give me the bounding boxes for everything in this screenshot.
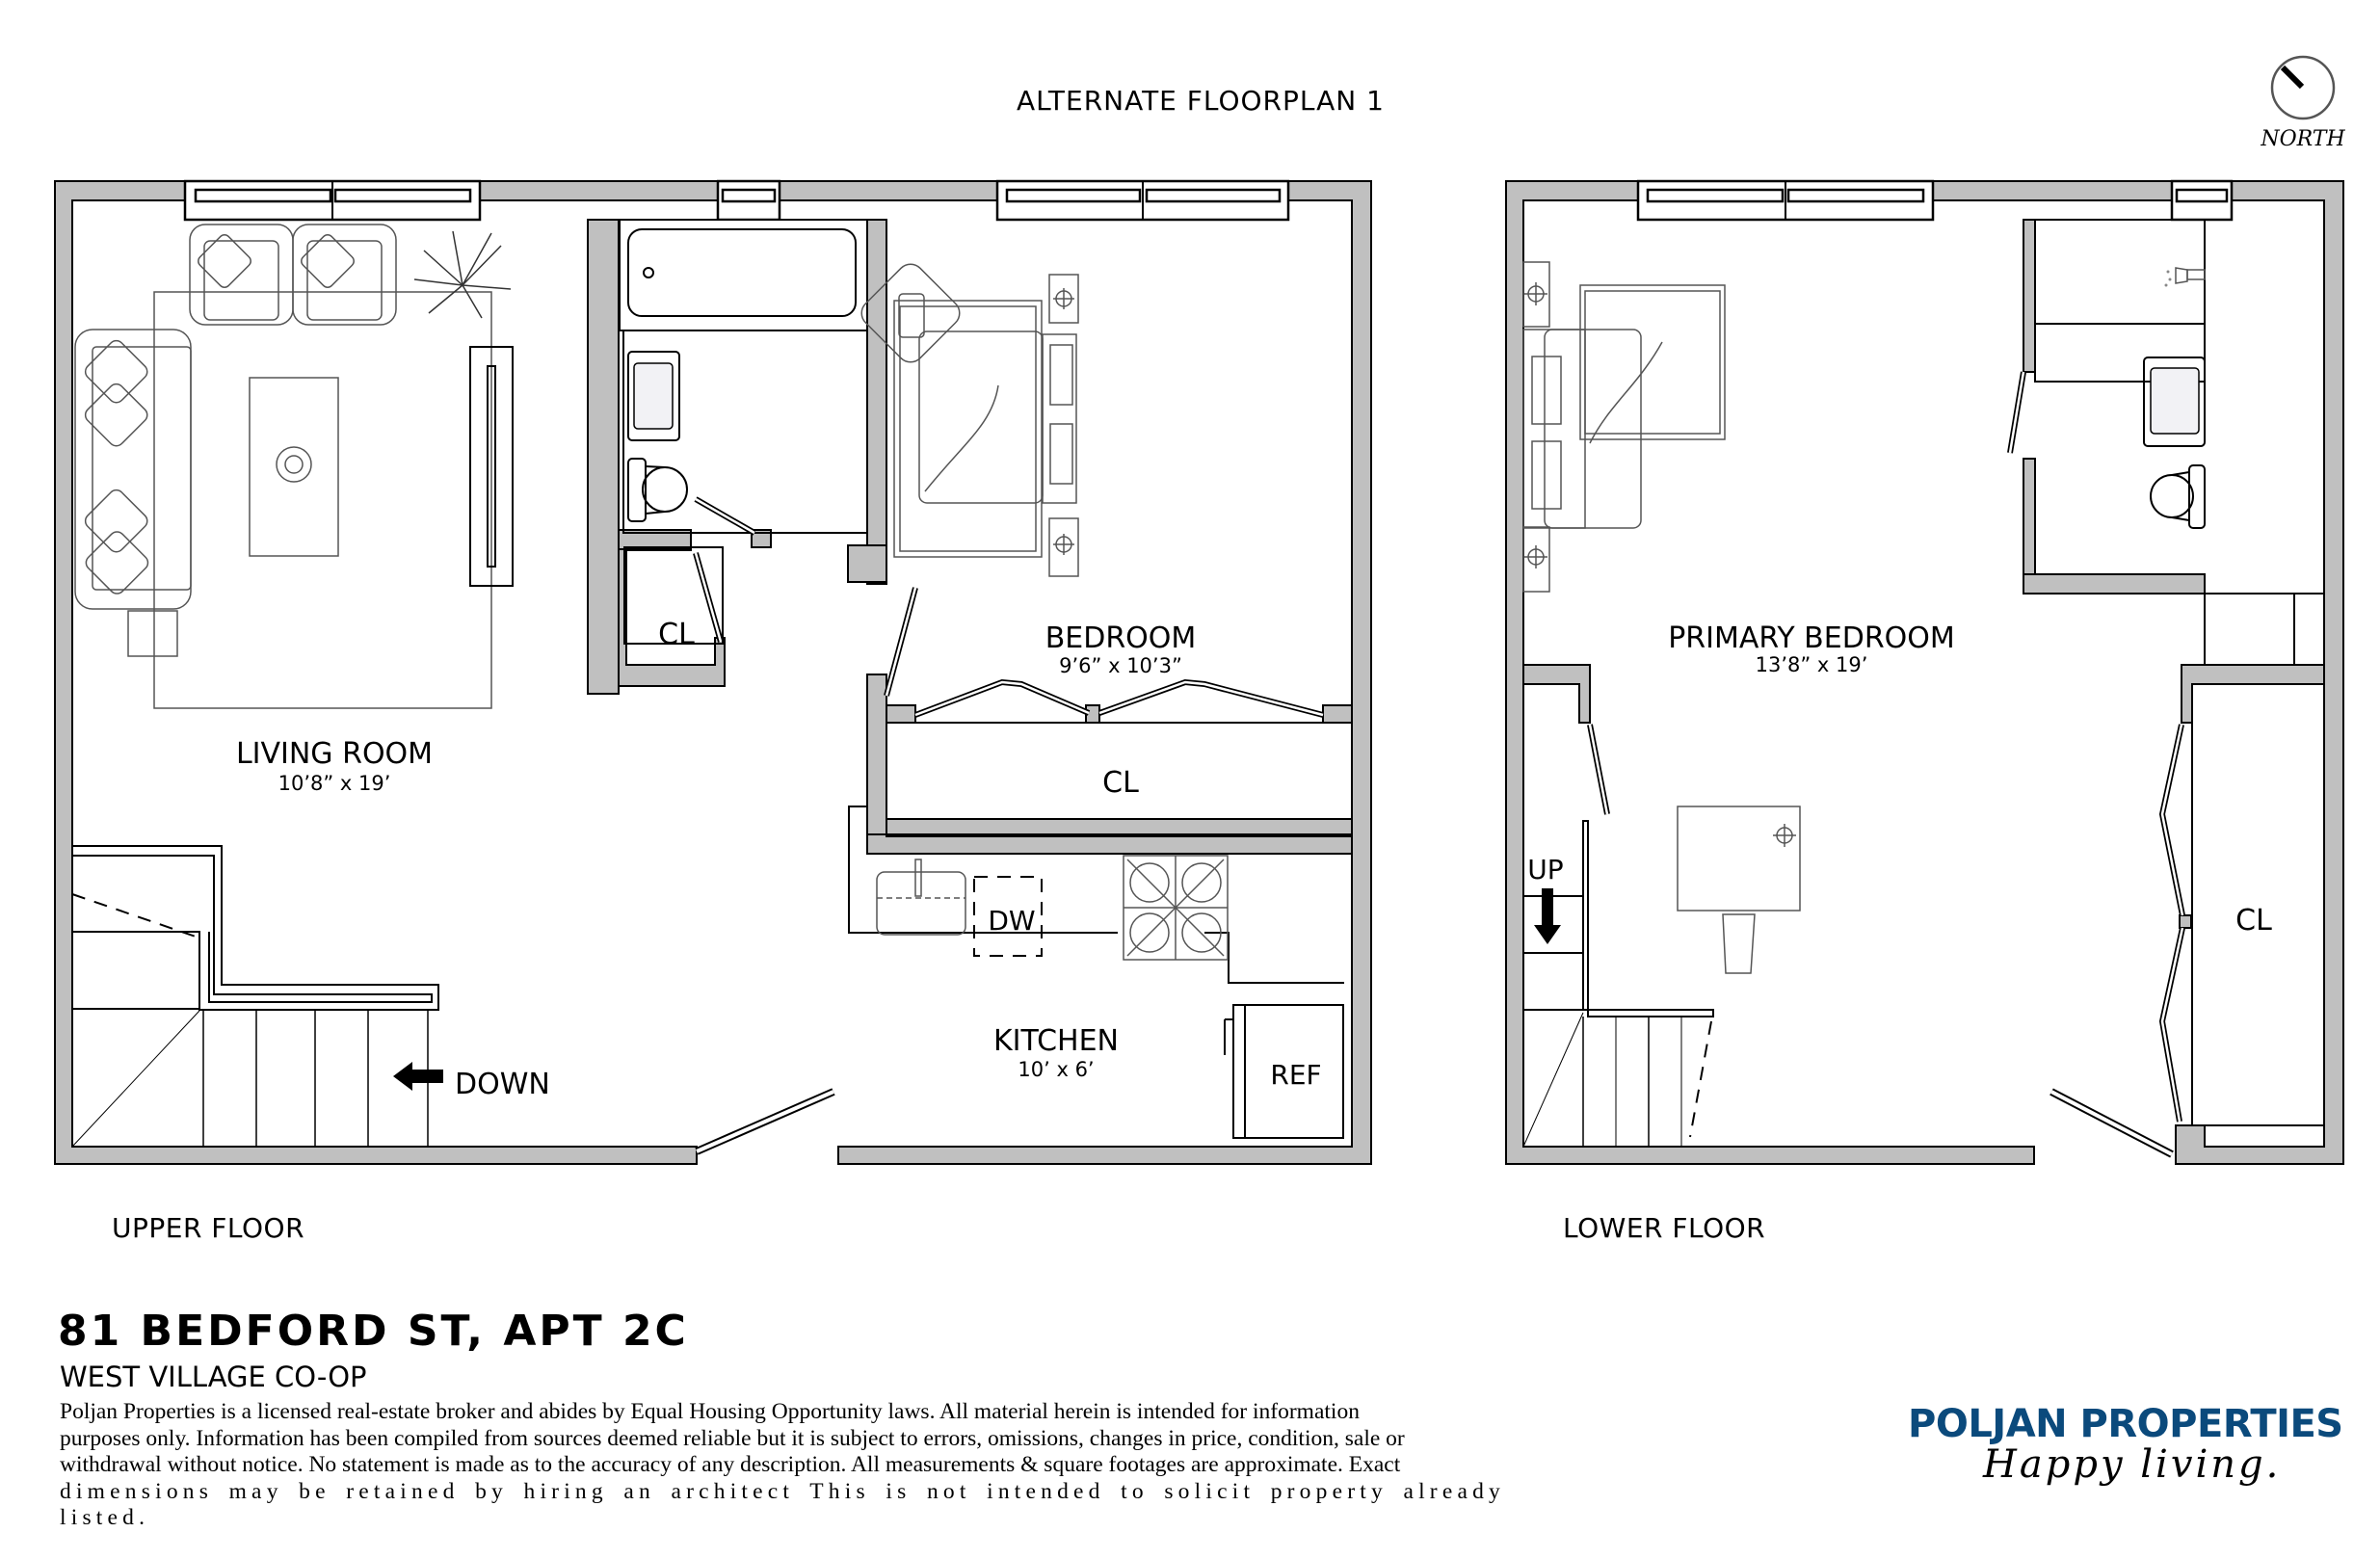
closet-label: CL [2235, 904, 2272, 938]
pillow [1050, 424, 1072, 484]
room-name-primary-bedroom: PRIMARY BEDROOM [1668, 621, 1955, 655]
north-label: NORTH [2261, 127, 2345, 151]
disclaimer-line: purposes only. Information has been compiled from sources deemed reliable but it is subject to errors, omissions, changes in price, condition, sale or [60, 1425, 1405, 1451]
stairs-label-up: UP [1527, 854, 1564, 885]
disclaimer-line: Poljan Properties is a licensed real-estate broker and abides by Equal Housing Opportunity laws. All material herein is intended for information [60, 1399, 1360, 1424]
desk-chair [1723, 914, 1755, 973]
closet-label: CL [1102, 766, 1139, 800]
sofa [75, 330, 191, 609]
living-room-rug [154, 292, 491, 708]
disclaimer [60, 1399, 1505, 1532]
listing-address: 81 BEDFORD ST, APT 2C [58, 1307, 689, 1356]
lower-floor-plan [1506, 181, 2343, 1164]
closet-label: CL [658, 618, 695, 651]
plant [414, 231, 511, 318]
room-name-bedroom: BEDROOM [1045, 621, 1197, 655]
dishwasher-label: DW [988, 905, 1036, 937]
floor-label-upper: UPPER FLOOR [112, 1212, 305, 1244]
nightstand [1049, 275, 1078, 323]
nightstand [1523, 527, 1549, 592]
listing-subtitle: WEST VILLAGE CO-OP [60, 1361, 367, 1393]
toilet [2151, 465, 2205, 528]
disclaimer-line: withdrawal without notice. No statement is made as to the accuracy of any description. All measurements & square footages are approximate. Exact [60, 1452, 1401, 1477]
brand-name: POLJAN PROPERTIES [1908, 1402, 2343, 1446]
closet-bifold-doors[interactable] [915, 682, 1323, 715]
window [185, 181, 480, 220]
window [2172, 181, 2232, 220]
armchair [293, 225, 396, 325]
interior-wall [867, 220, 886, 584]
side-table [128, 611, 177, 656]
room-dims-living-room: 10’8” x 19’ [278, 772, 391, 795]
toilet [628, 459, 687, 521]
room-dims-kitchen: 10’ x 6’ [1018, 1058, 1095, 1081]
bed [919, 331, 1043, 503]
staircase[interactable] [72, 846, 438, 1147]
interior-wall [1523, 665, 1590, 723]
window [1638, 181, 1933, 220]
pillow [1532, 441, 1561, 509]
bathtub [620, 220, 867, 330]
arrow-left-icon [393, 1062, 443, 1091]
room-name-kitchen: KITCHEN [993, 1024, 1119, 1058]
nightstand [1049, 518, 1078, 576]
upper-floor-plan [55, 181, 1371, 1164]
pillow [1050, 345, 1072, 405]
pillow [1532, 357, 1561, 424]
room-name-living-room: LIVING ROOM [235, 737, 434, 771]
room-dims-primary-bedroom: 13’8” x 19’ [1755, 653, 1868, 676]
window [997, 181, 1288, 220]
plan-title: ALTERNATE FLOORPLAN 1 [1017, 85, 1385, 117]
headboard [1043, 334, 1076, 503]
brand-tagline: Happy living. [1983, 1442, 2282, 1487]
primary-bed-rug [1580, 285, 1725, 439]
nightstand [1523, 262, 1549, 327]
interior-wall [588, 220, 619, 694]
floor-label-lower: LOWER FLOOR [1563, 1212, 1766, 1244]
refrigerator-label: REF [1270, 1059, 1322, 1091]
stove [1124, 856, 1228, 960]
primary-bed [1545, 330, 1641, 528]
desk-lamp [1773, 824, 1796, 847]
bedroom-rug [894, 301, 1042, 557]
brand-logo [1908, 1402, 2351, 1487]
stairs-label-down: DOWN [455, 1068, 550, 1101]
room-dims-bedroom: 9’6” x 10’3” [1059, 654, 1182, 677]
flower-bowl [277, 447, 311, 482]
window [718, 181, 780, 220]
coffee-table [250, 378, 338, 556]
interior-wall [2182, 665, 2324, 723]
desk [1678, 806, 1800, 911]
armchair [190, 225, 293, 325]
disclaimer-line: dimensions may be retained by hiring an architect This is not intended to solicit property already listed. [60, 1478, 1505, 1530]
shower-head [2165, 268, 2206, 287]
kitchen-sink [877, 859, 965, 935]
